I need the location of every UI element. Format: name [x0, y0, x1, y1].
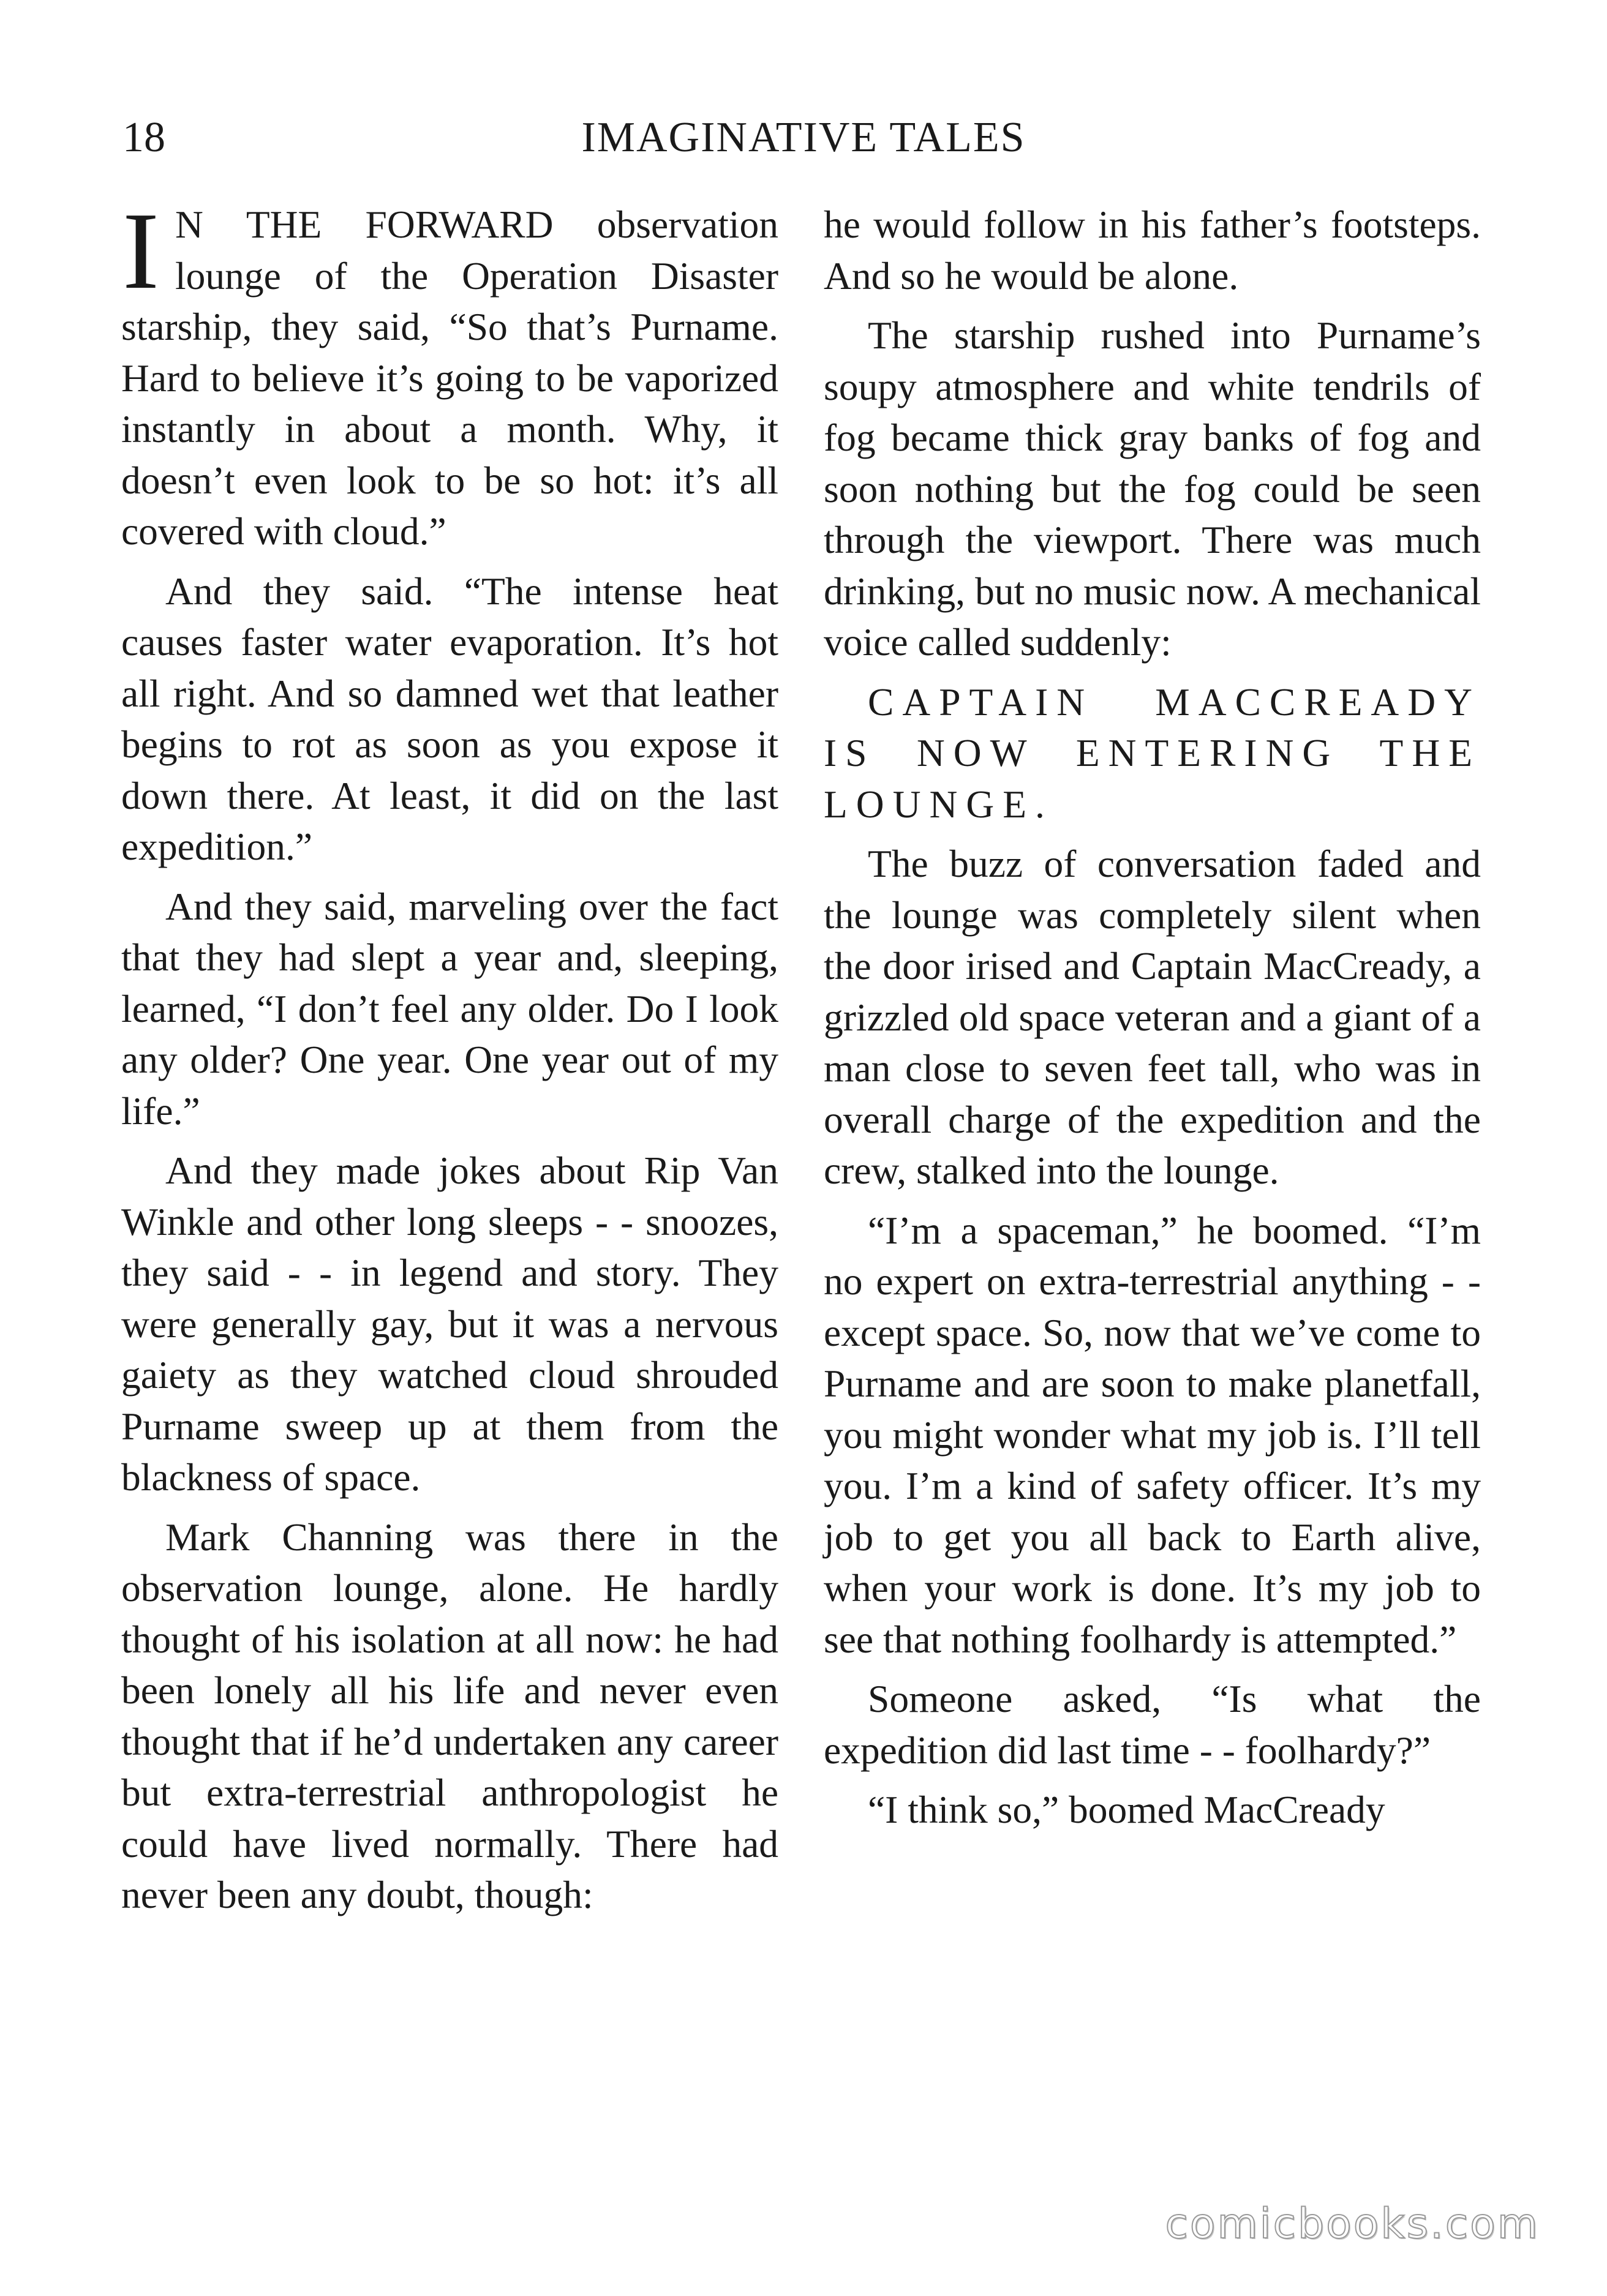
paragraph: And they said. “The intense heat causes faster water evaporation. It’s hot all right. And so damned wet that leather begins to rot as soon as you expose it down there. At least, it did on the last expedition.”: [121, 569, 778, 868]
paragraph: Mark Channing was there in the observation lounge, alone. He hardly thought of his isolation at all now: he had been lonely all his life and never even thought that if he’d undertaken any career but extra-terrestrial anthropologist he could have lived normally. There had never been any doubt, though:: [121, 1515, 778, 1916]
running-head: IMAGINATIVE TALES: [581, 114, 1026, 161]
right-column: [824, 199, 1481, 1844]
announcement: [824, 677, 1481, 830]
paragraph: Someone asked, “Is what the expedition did last time - - foolhardy?”: [824, 1677, 1481, 1772]
left-column: [121, 190, 778, 1929]
opening-paragraph: [121, 190, 778, 557]
watermark-logo: comicbooks.com: [1165, 2200, 1540, 2248]
paragraph: The buzz of conversation faded and the lounge was completely silent when the door irised and Captain MacCready, a grizzled old space veteran and a giant of a man close to seven feet tall, who was in overall charge of the expedition and the crew, stalked into the lounge.: [824, 842, 1481, 1192]
paragraph: “I think so,” boomed MacCready: [868, 1788, 1385, 1831]
drop-cap: I: [122, 190, 159, 312]
paragraph: The starship rushed into Purname’s soupy atmosphere and white tendrils of fog became thick gray banks of fog and soon nothing but the fog could be seen through the viewport. There was much drinking, but no music now. A mechanical voice called suddenly:: [824, 313, 1481, 664]
paragraph: “I’m a spaceman,” he boomed. “I’m no expert on extra-terrestrial anything - - except space. So, now that we’ve come to Purname and are soon to make planetfall, you might wonder what my job is. I’ll tell you. I’m a kind of safety officer. It’s my job to get you all back to Earth alive, when your work is done. It’s my job to see that nothing foolhardy is attempted.”: [824, 1208, 1481, 1661]
paragraph: And they said, marveling over the fact that they had slept a year and, sleeping, learned, “I don’t feel any older. Do I look any older? One year. One year out of my life.”: [121, 884, 778, 1133]
opening-paragraph-text: N THE FORWARD observation lounge of the Operation Disaster starship, they said, “So that’s Purname. Hard to believe it’s going to be vaporized instantly in about a month. Why, it doesn’t even look to be so hot: it’s all covered with cloud.”: [121, 203, 778, 553]
paragraph: And they made jokes about Rip Van Winkle and other long sleeps - - snoozes, they said - - in legend and story. They were generally gay, but it was a nervous gaiety as they watched cloud shrouded Purname sweep up at them from the blackness of space.: [121, 1149, 778, 1499]
announcement-text: CAPTAIN MACCREADY IS NOW ENTERING THE LOUNGE.: [824, 680, 1481, 826]
continued-paragraph: he would follow in his father’s footsteps. And so he would be alone.: [824, 203, 1481, 298]
page-number: 18: [122, 114, 165, 161]
